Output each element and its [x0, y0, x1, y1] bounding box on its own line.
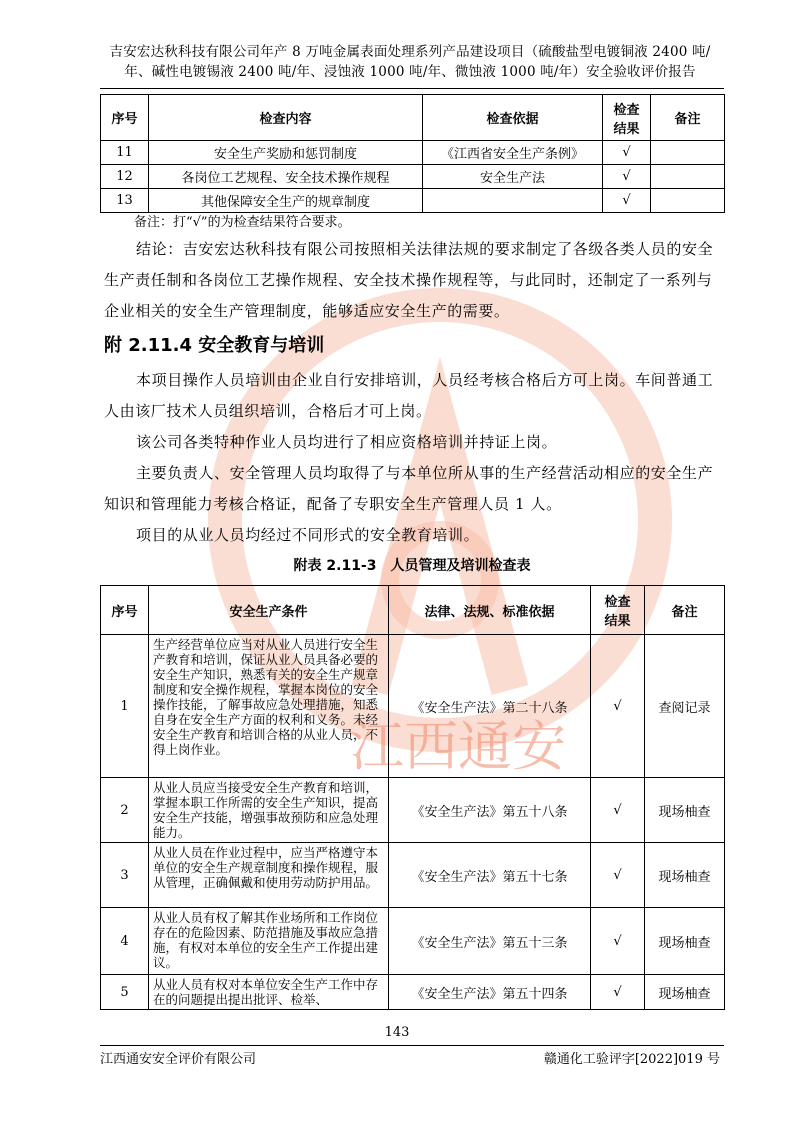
- remark: 现场柚查: [645, 843, 725, 908]
- check-result: √: [591, 635, 645, 778]
- table-header-row: [101, 586, 725, 635]
- row-number: 5: [101, 975, 149, 1010]
- row-number: 11: [101, 141, 149, 165]
- check-result: √: [591, 908, 645, 975]
- column-header: 序号: [101, 586, 149, 635]
- table-row: [101, 189, 725, 213]
- row-number: 4: [101, 908, 149, 975]
- check-result: √: [591, 975, 645, 1010]
- check-result: √: [603, 141, 651, 165]
- table-row: [101, 141, 725, 165]
- check-result: √: [591, 843, 645, 908]
- check-result: √: [603, 189, 651, 213]
- remark: 现场柚查: [645, 908, 725, 975]
- column-header: 备注: [645, 586, 725, 635]
- table-row: [101, 843, 725, 908]
- safety-condition: 生产经营单位应当对从业人员进行安全生产教育和培训，保证从业人员具备必要的安全生产知识，熟悉有关的安全生产规章制度和安全操作规程，掌握本岗位的安全操作技能，了解事故应急处理措施，知悉自身在安全生产方面的权利和义务。未经安全生产教育和培训合格的从业人员，不得上岗作业。: [149, 635, 389, 778]
- remark: [651, 165, 725, 189]
- remark: 查阅记录: [645, 635, 725, 778]
- row-number: 3: [101, 843, 149, 908]
- legal-basis: 《安全生产法》第五十八条: [389, 778, 591, 843]
- safety-condition: 从业人员有权了解其作业场所和工作岗位存在的危险因素、防范措施及事故应急措施，有权对本单位的安全生产工作提出建议。: [149, 908, 389, 975]
- table-row: [101, 975, 725, 1010]
- legal-basis: 《安全生产法》第五十三条: [389, 908, 591, 975]
- watermark-text: 江西通安: [350, 715, 566, 778]
- column-header: 序号: [101, 95, 149, 141]
- column-header: 备注: [651, 95, 725, 141]
- footer-report-number: 赣通化工验评字[2022]019 号: [543, 1052, 720, 1067]
- column-header: 检查结果: [603, 95, 651, 141]
- check-basis: 安全生产法: [423, 165, 603, 189]
- table-note: 备注：打“√”的为检查结果符合要求。: [134, 215, 351, 230]
- table-row: [101, 165, 725, 189]
- footer-divider: [100, 1045, 724, 1046]
- footer-company: 江西通安安全评价有限公司: [100, 1052, 257, 1067]
- rules-check-table: [100, 94, 725, 213]
- column-header: 检查依据: [423, 95, 603, 141]
- conclusion-paragraph: 结论：吉安宏达秋科技有限公司按照相关法律法规的要求制定了各级各类人员的安全生产责任制和各岗位工艺操作规程、安全技术操作规程等，与此同时，还制定了一系列与企业相关的安全生产管理制度，能够适应安全生产的需要。: [104, 240, 714, 320]
- row-number: 1: [101, 635, 149, 778]
- body-paragraph: 该公司各类特种作业人员均进行了相应资格培训并持证上岗。: [136, 433, 558, 451]
- remark: [651, 189, 725, 213]
- body-paragraph: 本项目操作人员培训由企业自行安排培训，人员经考核合格后方可上岗。车间普通工人由该厂技术人员组织培训，合格后才可上岗。: [104, 371, 714, 420]
- table-row: [101, 635, 725, 778]
- legal-basis: 《安全生产法》第五十四条: [389, 975, 591, 1010]
- check-content: 安全生产奖励和惩罚制度: [149, 141, 423, 165]
- remark: 现场柚查: [645, 975, 725, 1010]
- column-header: 安全生产条件: [149, 586, 389, 635]
- header-divider: [100, 88, 724, 89]
- table-row: [101, 778, 725, 843]
- column-header: 检查结果: [591, 586, 645, 635]
- check-content: 各岗位工艺规程、安全技术操作规程: [149, 165, 423, 189]
- section-title: 附 2.11.4 安全教育与培训: [104, 335, 325, 356]
- table-row: [101, 908, 725, 975]
- row-number: 13: [101, 189, 149, 213]
- body-paragraph: 主要负责人、安全管理人员均取得了与本单位所从事的生产经营活动相应的安全生产知识和管理能力考核合格证，配备了专职安全生产管理人员 1 人。: [104, 464, 714, 513]
- training-check-table: [100, 585, 725, 1010]
- check-result: √: [603, 165, 651, 189]
- row-number: 2: [101, 778, 149, 843]
- check-content: 其他保障安全生产的规章制度: [149, 189, 423, 213]
- legal-basis: 《安全生产法》第五十七条: [389, 843, 591, 908]
- safety-condition: 从业人员在作业过程中，应当严格遵守本单位的安全生产规章制度和操作规程，服从管理，正确佩戴和使用劳动防护用品。: [149, 843, 389, 908]
- table-header-row: [101, 95, 725, 141]
- check-basis: [423, 189, 603, 213]
- header-line-2: 年、碱性电镀锡液 2400 吨/年、浸蚀液 1000 吨/年、微蚀液 1000 吨/年）安全验收评价报告: [124, 64, 696, 80]
- safety-condition: 从业人员应当接受安全生产教育和培训，掌握本职工作所需的安全生产知识，提高安全生产技能，增强事故预防和应急处理能力。: [149, 778, 389, 843]
- safety-condition: 从业人员有权对本单位安全生产工作中存在的问题提出提出批评、检举、: [149, 975, 389, 1010]
- page-header: [100, 42, 720, 82]
- table-caption: 附表 2.11-3 人员管理及培训检查表: [293, 558, 531, 574]
- column-header: 检查内容: [149, 95, 423, 141]
- row-number: 12: [101, 165, 149, 189]
- remark: [651, 141, 725, 165]
- check-result: √: [591, 778, 645, 843]
- remark: 现场柚查: [645, 778, 725, 843]
- legal-basis: 《安全生产法》第二十八条: [389, 635, 591, 778]
- page-number: 143: [384, 1025, 410, 1040]
- check-basis: 《江西省安全生产条例》: [423, 141, 603, 165]
- body-paragraph: 项目的从业人员均经过不同形式的安全教育培训。: [136, 526, 480, 544]
- header-line-1: 吉安宏达秋科技有限公司年产 8 万吨金属表面处理系列产品建设项目（硫酸盐型电镀铜液 2400 吨/: [109, 44, 711, 60]
- column-header: 法律、法规、标准依据: [389, 586, 591, 635]
